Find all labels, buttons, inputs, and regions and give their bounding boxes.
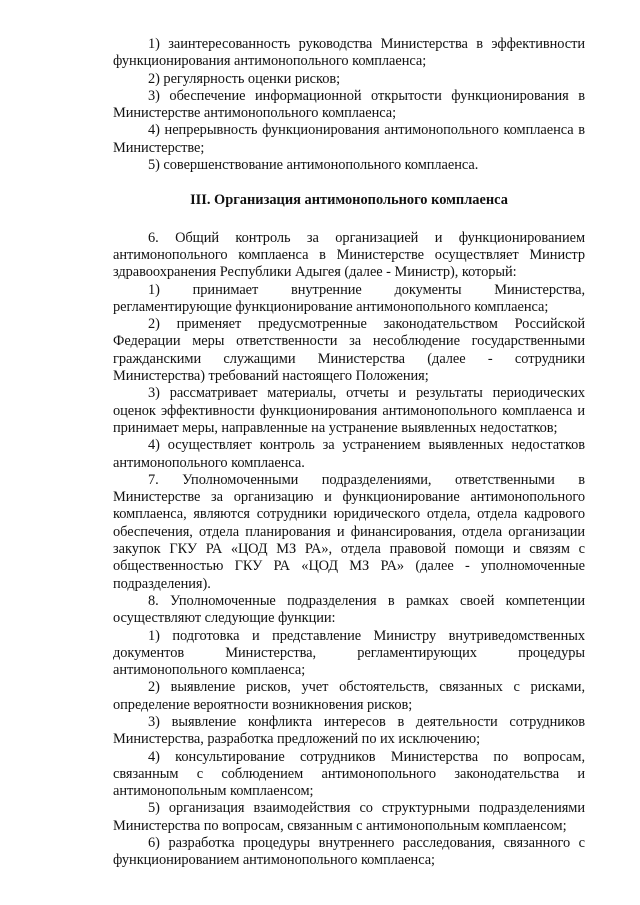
clause-7: 7. Уполномоченными подразделениями, ответственными в Министерстве за организацию и функционирование антимонопольного комплаенса, являются сотрудники юридического отдела, отдела кадрового обеспечения, отдела планирования и финансирования, отдела организации закупок ГКУ РА «ЦОД МЗ РА», отдела правовой помощи и связям с общественностью ГКУ РА «ЦОД МЗ РА» (далее - уполномоченные подразделения).: [113, 471, 585, 592]
clause-8-item-1: 1) подготовка и представление Министру внутриведомственных документов Министерства, регламентирующих процедуры антимонопольного комплаенса;: [113, 627, 585, 679]
clause-6-item-3: 3) рассматривает материалы, отчеты и результаты периодических оценок эффективности функционирования антимонопольного комплаенса и принимает меры, направленные на устранение выявленных недостатков;: [113, 385, 585, 436]
principle-item-2: 2) регулярность оценки рисков;: [148, 70, 341, 87]
clause-6: 6. Общий контроль за организацией и функционированием антимонопольного комплаенса в Министерстве осуществляет Министр здравоохранения Республики Адыгея (далее - Министр), который:: [113, 229, 585, 281]
principle-item-1: 1) заинтересованность руководства Министерства в эффективности функционирования антимонопольного комплаенса;: [113, 36, 585, 70]
clause-8-item-2: 2) выявление рисков, учет обстоятельств, связанных с рисками, определение вероятности возникновения рисков;: [113, 679, 585, 713]
clause-8-item-6: 6) разработка процедуры внутреннего расследования, связанного с функционированием антимонопольного комплаенса;: [113, 835, 585, 869]
section-heading: III. Организация антимонопольного комплаенса: [190, 192, 508, 209]
spacer: [113, 174, 585, 192]
clause-8: 8. Уполномоченные подразделения в рамках своей компетенции осуществляют следующие функции:: [113, 592, 585, 627]
principle-item-5: 5) совершенствование антимонопольного комплаенса.: [148, 157, 479, 174]
principle-item-4: 4) непрерывность функционирования антимонопольного комплаенса в Министерстве;: [113, 122, 585, 156]
spacer: [113, 210, 585, 230]
clause-6-item-1: 1) принимает внутренние документы Министерства, регламентирующие функционирование антимонопольного комплаенса;: [113, 281, 585, 315]
clause-8-item-5: 5) организация взаимодействия со структурными подразделениями Министерства по вопросам, связанным с антимонопольным комплаенсом;: [113, 800, 585, 834]
clause-6-item-4: 4) осуществляет контроль за устранением выявленных недостатков антимонопольного комплаенса.: [113, 437, 585, 471]
clause-8-item-3: 3) выявление конфликта интересов в деятельности сотрудников Министерства, разработка предложений по их исключению;: [113, 713, 585, 748]
clause-6-item-2: 2) применяет предусмотренные законодательством Российской Федерации меры ответственности за несоблюдение государственными гражданскими служащими Министерства (далее - сотрудники Министерства) требований настоящего Положения;: [113, 316, 585, 385]
principle-item-3: 3) обеспечение информационной открытости функционирования в Министерстве антимонопольного комплаенса;: [113, 87, 585, 122]
clause-8-item-4: 4) консультирование сотрудников Министерства по вопросам, связанным с соблюдением антимонопольного законодательства и антимонопольным комплаенсом;: [113, 748, 585, 800]
